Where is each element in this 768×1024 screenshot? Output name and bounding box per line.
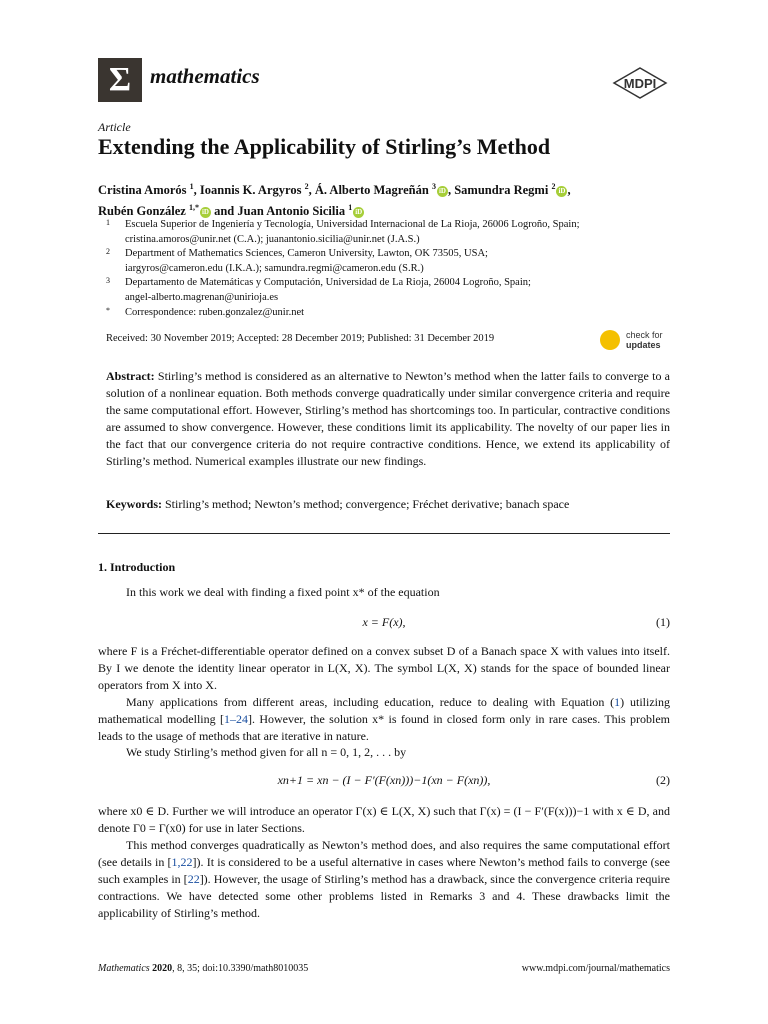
abstract-text: Stirling’s method is considered as an alternative to Newton’s method when the latter fails to converge to a solution of a nonlinear equation. Both methods converge quadratically under similar convergence criteria and require the same computational effort. However, Stirling’s method has shortcomings too. In particular, contractive conditions are assumed to show convergence. However, these conditions limit its applicability. The novelty of our paper lies in the fact that our convergence criteria do not require contractive conditions. Hence, we extend its applicability of Stirling’s method. Numerical examples illustrate our new findings. bbox=[106, 369, 671, 468]
footer-journal: Mathematics bbox=[98, 963, 150, 974]
affiliation-list bbox=[106, 218, 676, 320]
journal-logo-icon bbox=[98, 58, 142, 102]
author-affiliation: 1 bbox=[348, 203, 353, 213]
paragraph-text: ]). However, the usage of Stirling’s method has a drawback, since the convergence criteria require contractions. We have detected some other problems listed in Remarks 3 and 4. These drawbacks limit the applicability of Stirling’s method. bbox=[98, 872, 670, 920]
journal-name[interactable]: mathematics bbox=[150, 64, 260, 88]
author-name[interactable]: Cristina Amorós bbox=[98, 183, 187, 198]
paragraph-text: Many applications from different areas, including education, reduce to dealing with Equation ( bbox=[126, 695, 615, 709]
affiliation-line: Escuela Superior de Ingeniería y Tecnología, Universidad Internacional de La Rioja, 26006 Logroño, Spain; bbox=[125, 219, 580, 230]
paragraph bbox=[98, 837, 670, 922]
citation-link[interactable]: 1,22 bbox=[171, 855, 193, 869]
orcid-icon[interactable]: iD bbox=[558, 187, 566, 196]
author-name[interactable]: Samundra Regmi bbox=[454, 183, 549, 198]
author-name[interactable]: Rubén González bbox=[98, 204, 186, 219]
divider bbox=[98, 533, 670, 534]
author-affiliation: 1,* bbox=[188, 203, 199, 213]
check-updates-line2: updates bbox=[626, 340, 661, 350]
article-type: Article bbox=[98, 120, 131, 134]
paragraph-text: ) utilizing mathematical modelling [ bbox=[98, 695, 670, 726]
paragraph-text: ]. However, the solution x* is found in closed form only in rare cases. This problem leads to the usage of methods that are iterative in nature. bbox=[98, 712, 670, 743]
keywords-text: Stirling’s method; Newton’s method; convergence; Fréchet derivative; banach space bbox=[165, 497, 570, 511]
equation-expression: x = F(x), bbox=[362, 615, 406, 629]
check-for-updates-badge[interactable] bbox=[600, 328, 672, 354]
author-name[interactable]: Á. Alberto Magreñán bbox=[314, 183, 429, 198]
affiliation-email[interactable]: cristina.amoros@unir.net (C.A.); juanantonio.sicilia@unir.net (J.A.S.) bbox=[125, 233, 420, 245]
paragraph bbox=[98, 694, 670, 745]
author-affiliation: 1 bbox=[189, 182, 194, 191]
equation-number: (1) bbox=[656, 615, 670, 629]
author-name[interactable]: Ioannis K. Argyros bbox=[199, 183, 302, 198]
mdpi-logo[interactable] bbox=[610, 66, 670, 102]
author-name[interactable]: Juan Antonio Sicilia bbox=[237, 204, 346, 219]
author-list bbox=[98, 178, 678, 220]
paragraph: In this work we deal with finding a fixed point x* of the equation bbox=[126, 585, 440, 599]
author-affiliation: 2 bbox=[551, 182, 556, 191]
equation-expression: xn+1 = xn − (I − F′(F(xn)))−1(xn − F(xn)), bbox=[277, 773, 491, 787]
paragraph: where F is a Fréchet-differentiable operator defined on a convex subset D of a Banach space X with values into itself. By I we denote the identity linear operator in L(X, X). The symbol L(X, X) stands for the space of bounded linear operators from X into X. bbox=[98, 644, 670, 692]
affiliation-email[interactable]: iargyros@cameron.edu (I.K.A.); samundra.regmi@cameron.edu (S.R.) bbox=[125, 262, 424, 274]
footer-year: 2020 bbox=[152, 963, 173, 974]
orcid-icon[interactable]: iD bbox=[201, 208, 209, 217]
citation-link[interactable]: 1–24 bbox=[223, 712, 248, 726]
author-separator: , bbox=[567, 183, 571, 198]
affiliation-line: Departamento de Matemáticas y Computación, Universidad de La Rioja, 26004 Logroño, Spain; bbox=[125, 277, 531, 289]
affiliation-number: 3 bbox=[106, 276, 110, 286]
author-separator: , bbox=[308, 183, 315, 198]
section-title: 1. Introduction bbox=[98, 560, 176, 574]
keywords bbox=[106, 497, 670, 512]
paper-title: Extending the Applicability of Stirling’s Method bbox=[98, 134, 551, 159]
author-separator: , bbox=[447, 183, 455, 198]
affiliation-number: 2 bbox=[106, 247, 110, 257]
citation-link[interactable]: 22 bbox=[187, 872, 200, 886]
affiliation-item bbox=[106, 276, 676, 305]
footer-doi[interactable]: , 8, 35; doi:10.3390/math8010035 bbox=[172, 963, 309, 974]
author-affiliation: 2 bbox=[304, 182, 309, 191]
affiliation-number: 1 bbox=[106, 218, 110, 227]
paragraph: where x0 ∈ D. Further we will introduce an operator Γ(x) ∈ L(X, X) such that Γ(x) = (I − F′(F(x)))−1 with x ∈ D, and denote Γ0 = Γ(x0) for use in later Sections. bbox=[98, 804, 670, 835]
author-and: and bbox=[214, 204, 235, 219]
publication-dates: Received: 30 November 2019; Accepted: 28 December 2019; Published: 31 December 2019 bbox=[106, 333, 495, 344]
correspondence-marker: * bbox=[106, 305, 110, 315]
correspondence-item bbox=[106, 306, 676, 321]
equation-link[interactable]: 1 bbox=[614, 695, 621, 709]
keywords-label: Keywords: bbox=[106, 497, 162, 511]
affiliation-item bbox=[106, 247, 676, 276]
footer-citation bbox=[98, 963, 308, 974]
logo-glyph: Σ bbox=[108, 61, 132, 98]
correspondence-email[interactable]: Correspondence: ruben.gonzalez@unir.net bbox=[125, 306, 305, 318]
abstract-label: Abstract: bbox=[106, 369, 155, 383]
affiliation-email[interactable]: angel-alberto.magrenan@unirioja.es bbox=[125, 291, 279, 303]
author-separator: , bbox=[193, 183, 200, 198]
orcid-icon[interactable]: iD bbox=[355, 208, 363, 217]
author-affiliation: 3 bbox=[431, 182, 436, 191]
paragraph-text: This method converges quadratically as Newton’s method does, and also requires the same computational effort (see details in [ bbox=[98, 838, 670, 869]
affiliation-item bbox=[106, 218, 676, 247]
affiliation-line: Department of Mathematics Sciences, Cameron University, Lawton, OK 73505, USA; bbox=[125, 248, 488, 260]
check-updates-line1: check for bbox=[626, 330, 663, 340]
equation-number: (2) bbox=[656, 773, 670, 787]
paragraph: We study Stirling’s method given for all n = 0, 1, 2, . . . by bbox=[126, 745, 407, 759]
paragraph-text: ]). It is considered to be a useful alternative in cases where Newton’s method fails to converge (see such examples in [ bbox=[98, 855, 671, 886]
footer-url[interactable]: www.mdpi.com/journal/mathematics bbox=[521, 963, 670, 974]
equation-1 bbox=[98, 615, 670, 632]
abstract bbox=[106, 368, 670, 470]
equation-2 bbox=[98, 773, 670, 790]
mdpi-logo-text: MDPI bbox=[623, 76, 657, 91]
check-updates-icon bbox=[600, 330, 620, 350]
orcid-icon[interactable]: iD bbox=[438, 187, 446, 196]
